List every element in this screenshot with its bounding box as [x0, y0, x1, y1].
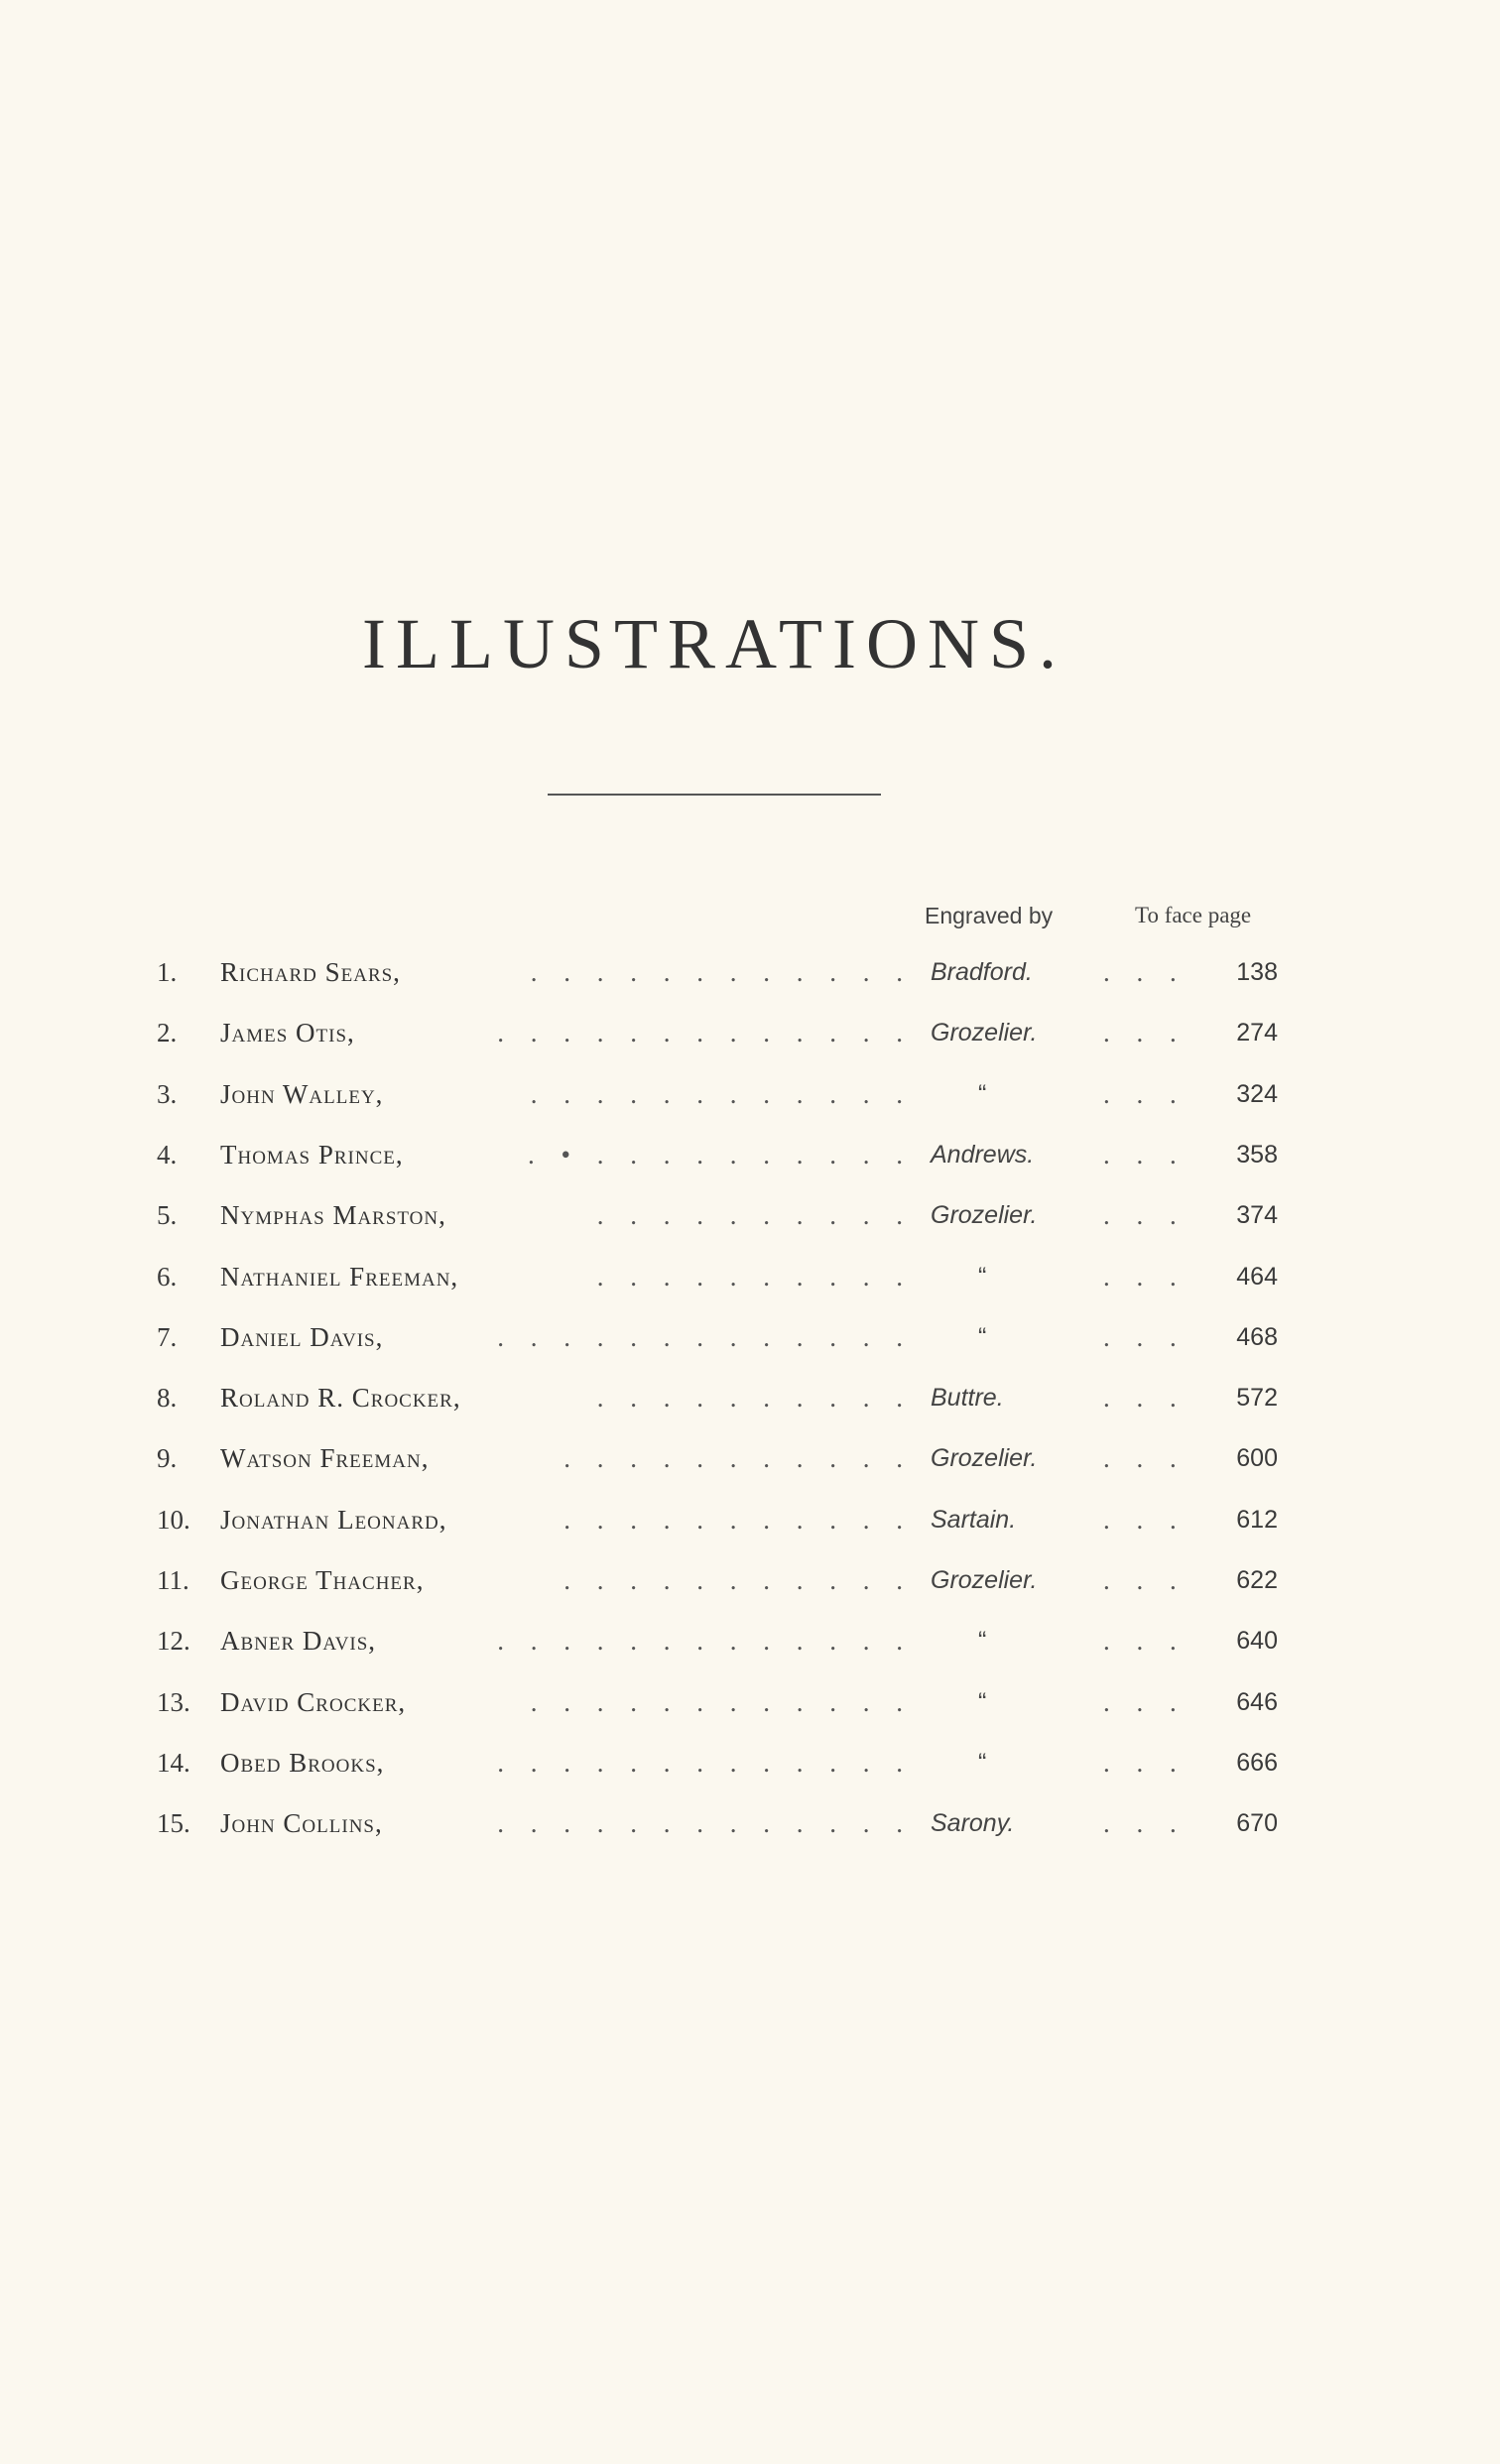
subject-name: Daniel Davis, [220, 1321, 384, 1352]
subject-name: David Crocker, [220, 1686, 407, 1717]
leader-dots: . . . . . . . . . . . [563, 1443, 913, 1474]
page-number: 612 [1236, 1505, 1278, 1534]
leader-dots: . . . . . . . . . . . . [530, 1686, 913, 1717]
item-number: 4. [157, 1139, 178, 1170]
page-leader-dots: . . . [1103, 1443, 1187, 1474]
subject-name: Abner Davis, [220, 1626, 377, 1657]
engraved-by-header: Engraved by [925, 903, 1054, 928]
page-leader-dots: . . . [1103, 1139, 1187, 1170]
list-item [0, 1003, 1500, 1063]
leader-dots: . • . . . . . . . . . . [528, 1139, 913, 1170]
subject-name: Thomas Prince, [220, 1139, 404, 1170]
engraver-name: “ [978, 1748, 987, 1777]
list-item [0, 1428, 1500, 1489]
subject-name: Nymphas Marston, [220, 1200, 446, 1231]
page-leader-dots: . . . [1103, 1261, 1187, 1292]
engraver-name: “ [978, 1079, 987, 1108]
list-item [0, 1793, 1500, 1854]
list-item [0, 1368, 1500, 1428]
page-leader-dots: . . . [1103, 1383, 1187, 1414]
engraver-name: Sartain. [931, 1505, 1017, 1534]
item-number: 9. [157, 1443, 178, 1474]
subject-name: John Walley, [220, 1078, 384, 1109]
page-leader-dots: . . . [1103, 1565, 1187, 1595]
item-number: 14. [157, 1747, 190, 1778]
subject-name: Watson Freeman, [220, 1443, 430, 1474]
leader-dots: . . . . . . . . . . [596, 1200, 913, 1231]
engraver-name: Bradford. [931, 958, 1033, 986]
page-leader-dots: . . . [1103, 1018, 1187, 1048]
list-item [0, 1490, 1500, 1550]
to-face-page-header: To face page [1135, 903, 1252, 927]
page-number: 374 [1236, 1201, 1278, 1230]
page-leader-dots: . . . [1103, 1321, 1187, 1352]
page-number: 274 [1236, 1019, 1278, 1047]
page-leader-dots: . . . [1103, 1626, 1187, 1657]
list-item [0, 1611, 1500, 1671]
list-item [0, 942, 1500, 1003]
page-leader-dots: . . . [1103, 957, 1187, 987]
engraver-name: “ [978, 1627, 987, 1656]
list-item [0, 1125, 1500, 1185]
item-number: 12. [157, 1626, 190, 1657]
engraver-name: “ [978, 1262, 987, 1291]
list-item [0, 1064, 1500, 1125]
engraver-name: Grozelier. [931, 1444, 1038, 1473]
item-number: 7. [157, 1321, 178, 1352]
page-number: 640 [1236, 1627, 1278, 1656]
list-item [0, 1733, 1500, 1793]
leader-dots: . . . . . . . . . . . [563, 1565, 913, 1595]
page-number: 464 [1236, 1262, 1278, 1291]
leader-dots: . . . . . . . . . . . . [530, 1078, 913, 1109]
page-leader-dots: . . . [1103, 1747, 1187, 1778]
page-number: 666 [1236, 1748, 1278, 1777]
leader-dots: . . . . . . . . . . . . . [497, 1321, 913, 1352]
item-number: 2. [157, 1018, 178, 1048]
page-number: 646 [1236, 1687, 1278, 1716]
subject-name: Richard Sears, [220, 957, 401, 987]
leader-dots: . . . . . . . . . . . . . [497, 1018, 913, 1048]
engraver-name: Grozelier. [931, 1566, 1038, 1594]
page-number: 572 [1236, 1384, 1278, 1413]
engraver-name: Andrews. [931, 1140, 1035, 1169]
leader-dots: . . . . . . . . . . . . . [497, 1747, 913, 1778]
subject-name: Jonathan Leonard, [220, 1504, 447, 1535]
item-number: 5. [157, 1200, 178, 1231]
page-number: 358 [1236, 1140, 1278, 1169]
leader-dots: . . . . . . . . . . . . [530, 957, 913, 987]
page-number: 622 [1236, 1566, 1278, 1594]
engraver-name: Sarony. [931, 1809, 1015, 1838]
subject-name: George Thacher, [220, 1565, 425, 1595]
leader-dots: . . . . . . . . . . [596, 1261, 913, 1292]
page-title: ILLUSTRATIONS. [362, 604, 1066, 683]
list-item [0, 1307, 1500, 1368]
item-number: 15. [157, 1808, 190, 1839]
page-leader-dots: . . . [1103, 1504, 1187, 1535]
page-leader-dots: . . . [1103, 1078, 1187, 1109]
page-number: 468 [1236, 1322, 1278, 1351]
list-item [0, 1672, 1500, 1733]
item-number: 13. [157, 1686, 190, 1717]
page-leader-dots: . . . [1103, 1686, 1187, 1717]
list-item [0, 1247, 1500, 1307]
leader-dots: . . . . . . . . . . [596, 1383, 913, 1414]
page-leader-dots: . . . [1103, 1200, 1187, 1231]
list-item [0, 1550, 1500, 1611]
engraver-name: Buttre. [931, 1384, 1004, 1413]
title-rule [548, 794, 881, 796]
engraver-name: Grozelier. [931, 1019, 1038, 1047]
item-number: 3. [157, 1078, 178, 1109]
page-number: 670 [1236, 1809, 1278, 1838]
leader-dots: . . . . . . . . . . . [563, 1504, 913, 1535]
page-number: 600 [1236, 1444, 1278, 1473]
subject-name: Nathaniel Freeman, [220, 1261, 459, 1292]
engraver-name: “ [978, 1322, 987, 1351]
engraver-name: Grozelier. [931, 1201, 1038, 1230]
subject-name: Roland R. Crocker, [220, 1383, 461, 1414]
engraver-name: “ [978, 1687, 987, 1716]
item-number: 1. [157, 957, 178, 987]
leader-dots: . . . . . . . . . . . . . [497, 1626, 913, 1657]
item-number: 6. [157, 1261, 178, 1292]
page-number: 138 [1236, 958, 1278, 986]
page-number: 324 [1236, 1079, 1278, 1108]
subject-name: Obed Brooks, [220, 1747, 385, 1778]
page-leader-dots: . . . [1103, 1808, 1187, 1839]
subject-name: James Otis, [220, 1018, 355, 1048]
list-item [0, 1185, 1500, 1246]
item-number: 10. [157, 1504, 190, 1535]
item-number: 8. [157, 1383, 178, 1414]
item-number: 11. [157, 1565, 189, 1595]
subject-name: John Collins, [220, 1808, 383, 1839]
leader-dots: . . . . . . . . . . . . . [497, 1808, 913, 1839]
